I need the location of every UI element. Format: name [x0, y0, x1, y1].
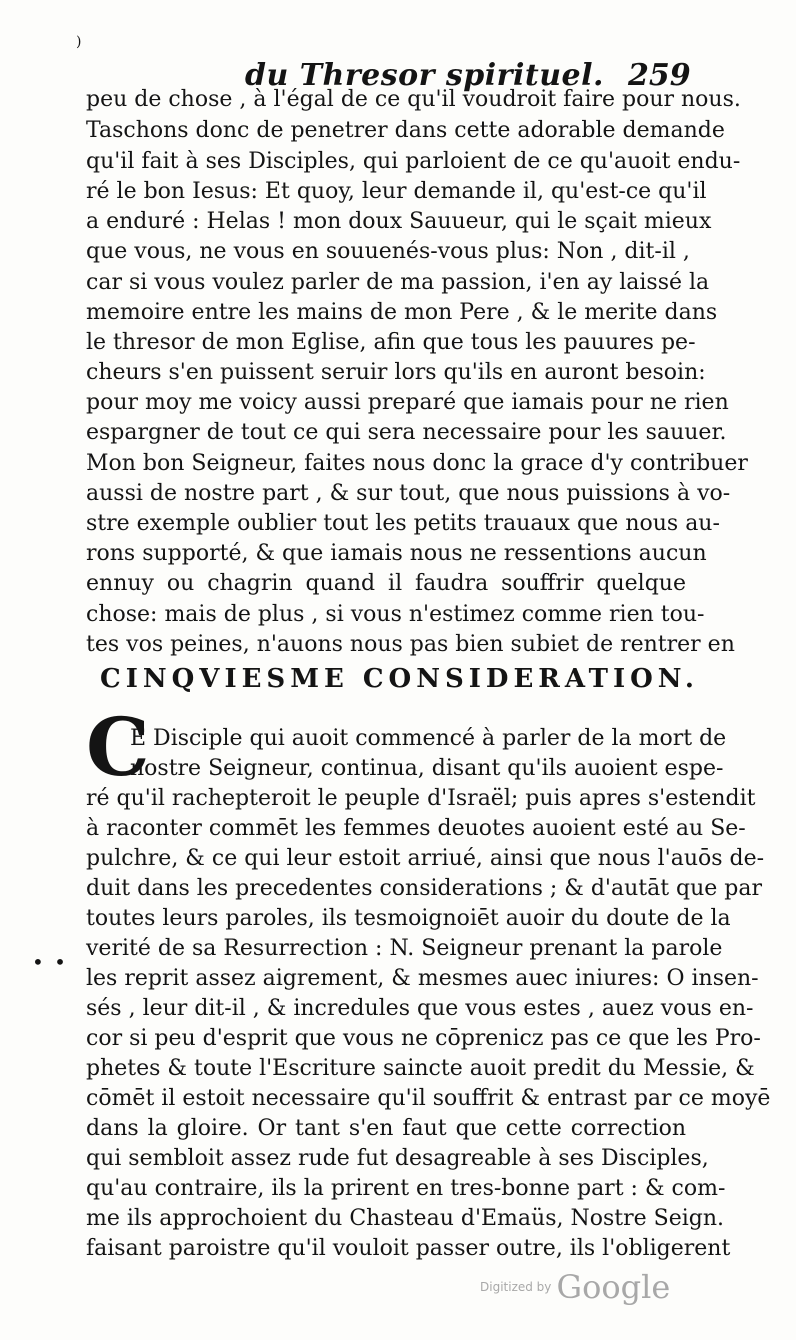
text-line: duit dans les precedentes considerations ; & d'autāt que par: [86, 876, 763, 901]
text-line: dans la gloire. Or tant s'en faut que cette correction: [86, 1116, 686, 1141]
text-line: Mon bon Seigneur, faites nous donc la grace d'y contribuer: [86, 451, 748, 476]
text-line: cheurs s'en puissent seruir lors qu'ils en auront besoin:: [86, 360, 706, 385]
page-number: 259: [628, 58, 691, 93]
text-line: Taschons donc de penetrer dans cette adorable demande: [86, 118, 725, 143]
text-line: espargner de tout ce qui sera necessaire pour les sauuer.: [86, 420, 727, 445]
stray-mark: ): [76, 34, 82, 50]
text-line: chose: mais de plus , si vous n'estimez comme rien tou-: [86, 602, 705, 627]
text-line: que vous, ne vous en souuenés-vous plus: Non , dit-il ,: [86, 239, 690, 264]
watermark-brand: Google: [556, 1268, 671, 1306]
text-line: qu'il fait à ses Disciples, qui parloient de ce qu'auoit endu-: [86, 149, 741, 174]
text-line: tes vos peines, n'auons nous pas bien subiet de rentrer en: [86, 632, 735, 657]
text-line: stre exemple oublier tout les petits trauaux que nous au-: [86, 511, 720, 536]
digitization-watermark: [480, 1268, 670, 1306]
text-line: le thresor de mon Eglise, afin que tous les pauures pe-: [86, 330, 696, 355]
text-line: memoire entre les mains de mon Pere , & le merite dans: [86, 300, 718, 325]
text-line: E Disciple qui auoit commencé à parler de la mort de: [130, 726, 727, 751]
section-heading: CINQVIESME CONSIDERATION.: [100, 664, 699, 694]
text-line: nostre Seigneur, continua, disant qu'ils auoient espe-: [130, 756, 724, 781]
text-line: ré qu'il rachepteroit le peuple d'Israël; puis apres s'estendit: [86, 786, 756, 811]
text-line: faisant paroistre qu'il vouloit passer outre, ils l'obligerent: [86, 1236, 731, 1261]
text-line: car si vous voulez parler de ma passion, i'en ay laissé la: [86, 270, 710, 295]
text-line: rons supporté, & que iamais nous ne ressentions aucun: [86, 541, 707, 566]
text-line: pulchre, & ce qui leur estoit arriué, ainsi que nous l'auōs de-: [86, 846, 765, 871]
text-line: à raconter commēt les femmes deuotes auoient esté au Se-: [86, 816, 746, 841]
margin-mark: • •: [32, 950, 68, 974]
text-line: qui sembloit assez rude fut desagreable à ses Disciples,: [86, 1146, 709, 1171]
text-line: qu'au contraire, ils la prirent en tres-bonne part : & com-: [86, 1176, 726, 1201]
text-line: peu de chose , à l'égal de ce qu'il voudroit faire pour nous.: [86, 87, 741, 112]
text-line: phetes & toute l'Escriture saincte auoit predit du Messie, &: [86, 1056, 755, 1081]
text-line: verité de sa Resurrection : N. Seigneur prenant la parole: [86, 936, 723, 961]
text-line: cōmēt il estoit necessaire qu'il souffrit & entrast par ce moyē: [86, 1086, 771, 1111]
drop-cap: C: [86, 700, 150, 794]
text-line: a enduré : Helas ! mon doux Sauueur, qui le sçait mieux: [86, 209, 712, 234]
text-line: me ils approchoient du Chasteau d'Emaüs, Nostre Seign.: [86, 1206, 724, 1231]
text-line: pour moy me voicy aussi preparé que iamais pour ne rien: [86, 390, 729, 415]
text-line: toutes leurs paroles, ils tesmoignoiēt auoir du doute de la: [86, 906, 731, 931]
text-line: sés , leur dit-il , & incredules que vous estes , auez vous en-: [86, 996, 754, 1021]
text-line: les reprit assez aigrement, & mesmes auec iniures: O insen-: [86, 966, 759, 991]
watermark-prefix: Digitized by: [480, 1280, 552, 1294]
text-line: ennuy ou chagrin quand il faudra souffrir quelque: [86, 571, 686, 596]
text-line: cor si peu d'esprit que vous ne cōprenicz pas ce que les Pro-: [86, 1026, 761, 1051]
text-line: aussi de nostre part , & sur tout, que nous puissions à vo-: [86, 481, 731, 506]
text-line: ré le bon Iesus: Et quoy, leur demande il, qu'est-ce qu'il: [86, 179, 707, 204]
running-header-title: du Thresor spirituel.: [245, 58, 604, 93]
